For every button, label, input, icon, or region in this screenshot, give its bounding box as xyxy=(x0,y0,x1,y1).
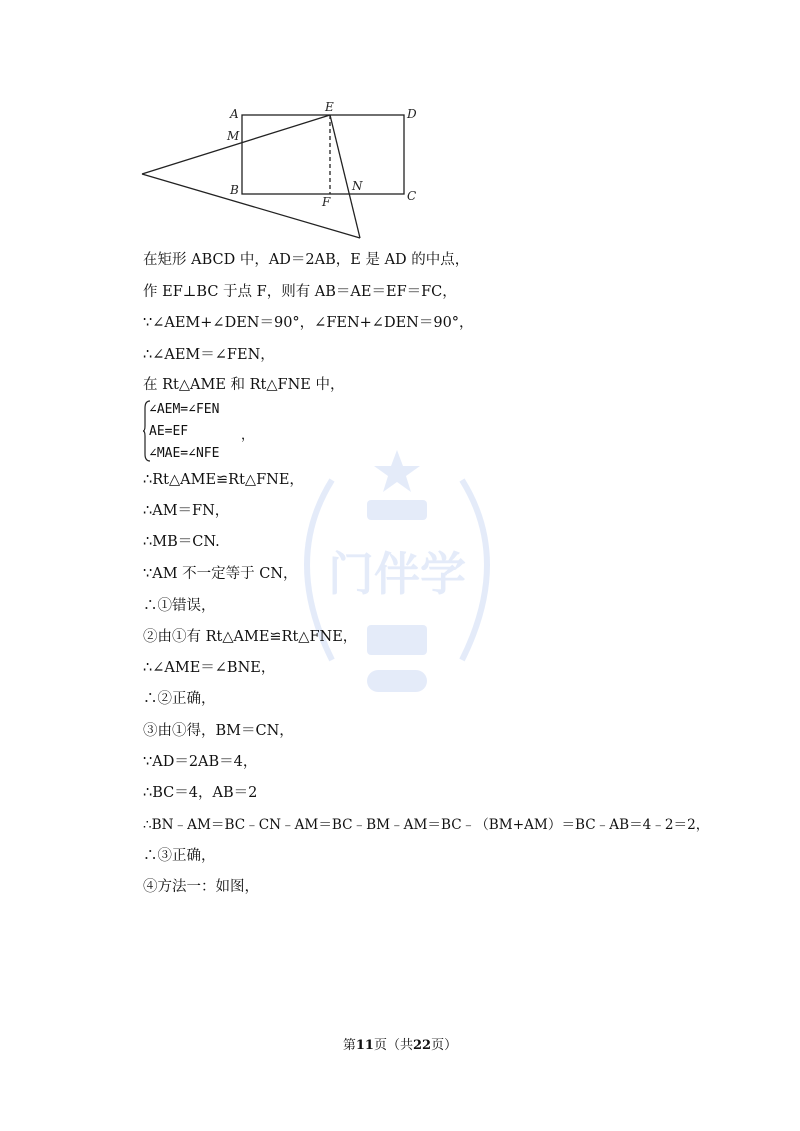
solution-line: ∴BN﹣AM＝BC﹣CN﹣AM＝BC﹣BM﹣AM＝BC﹣（BM+AM）＝BC﹣AB＝4﹣2＝2， xyxy=(143,817,710,833)
page-footer xyxy=(0,1034,800,1053)
system-row-1: ∠AEM=∠FEN xyxy=(149,402,220,417)
solution-line: ∴∠AME＝∠BNE， xyxy=(143,660,276,676)
current-page-number: 11 xyxy=(355,1038,374,1053)
total-page-number: 22 xyxy=(413,1038,432,1053)
equation-system xyxy=(143,400,283,464)
solution-line: ∴BC＝4，AB＝2 xyxy=(143,785,258,801)
solution-line: ∴①错误， xyxy=(143,598,216,614)
label-a: A xyxy=(230,107,239,121)
label-d: D xyxy=(407,107,417,121)
label-m: M xyxy=(227,129,240,143)
solution-line: ∴∠AEM＝∠FEN， xyxy=(143,347,275,363)
solution-line: ∴AM＝FN， xyxy=(143,503,230,519)
segment-pe xyxy=(142,115,330,174)
label-b: B xyxy=(230,183,239,197)
label-f: F xyxy=(322,195,331,209)
solution-line: ∴②正确， xyxy=(143,691,216,707)
watermark-logo xyxy=(272,440,522,710)
geometry-figure xyxy=(138,100,428,245)
solution-line: ∴③正确， xyxy=(143,848,216,864)
label-c: C xyxy=(407,189,417,203)
solution-line: ④方法一：如图， xyxy=(143,879,259,895)
solution-line: ∴MB＝CN. xyxy=(143,534,220,550)
solution-line: 作 EF⊥BC 于点 F，则有 AB＝AE＝EF＝FC， xyxy=(143,284,457,300)
segment-en xyxy=(330,115,360,238)
solution-line: 在 Rt△AME 和 Rt△FNE 中， xyxy=(143,377,345,393)
footer-middle: 页（共 xyxy=(373,1038,413,1053)
system-row-2: AE=EF xyxy=(149,424,189,439)
watermark-text: 门伴学 xyxy=(328,547,466,601)
solution-line: 在矩形 ABCD 中，AD＝2AB，E 是 AD 的中点， xyxy=(143,252,470,268)
footer-prefix: 第 xyxy=(342,1038,356,1053)
solution-line: ②由①有 Rt△AME≌Rt△FNE， xyxy=(143,629,358,645)
footer-suffix: 页） xyxy=(431,1038,458,1053)
system-comma: ， xyxy=(241,428,255,443)
label-n: N xyxy=(352,179,363,193)
label-e: E xyxy=(325,100,334,114)
solution-line: ∵AD＝2AB＝4， xyxy=(143,754,258,770)
solution-line: ∵∠AEM+∠DEN＝90°，∠FEN+∠DEN＝90°， xyxy=(143,315,474,331)
system-row-3: ∠MAE=∠NFE xyxy=(149,446,220,461)
solution-line: ③由①得，BM＝CN， xyxy=(143,723,294,739)
rectangle-abcd xyxy=(242,115,404,194)
solution-line: ∴Rt△AME≌Rt△FNE， xyxy=(143,472,304,488)
solution-line: ∵AM 不一定等于 CN， xyxy=(143,566,298,582)
